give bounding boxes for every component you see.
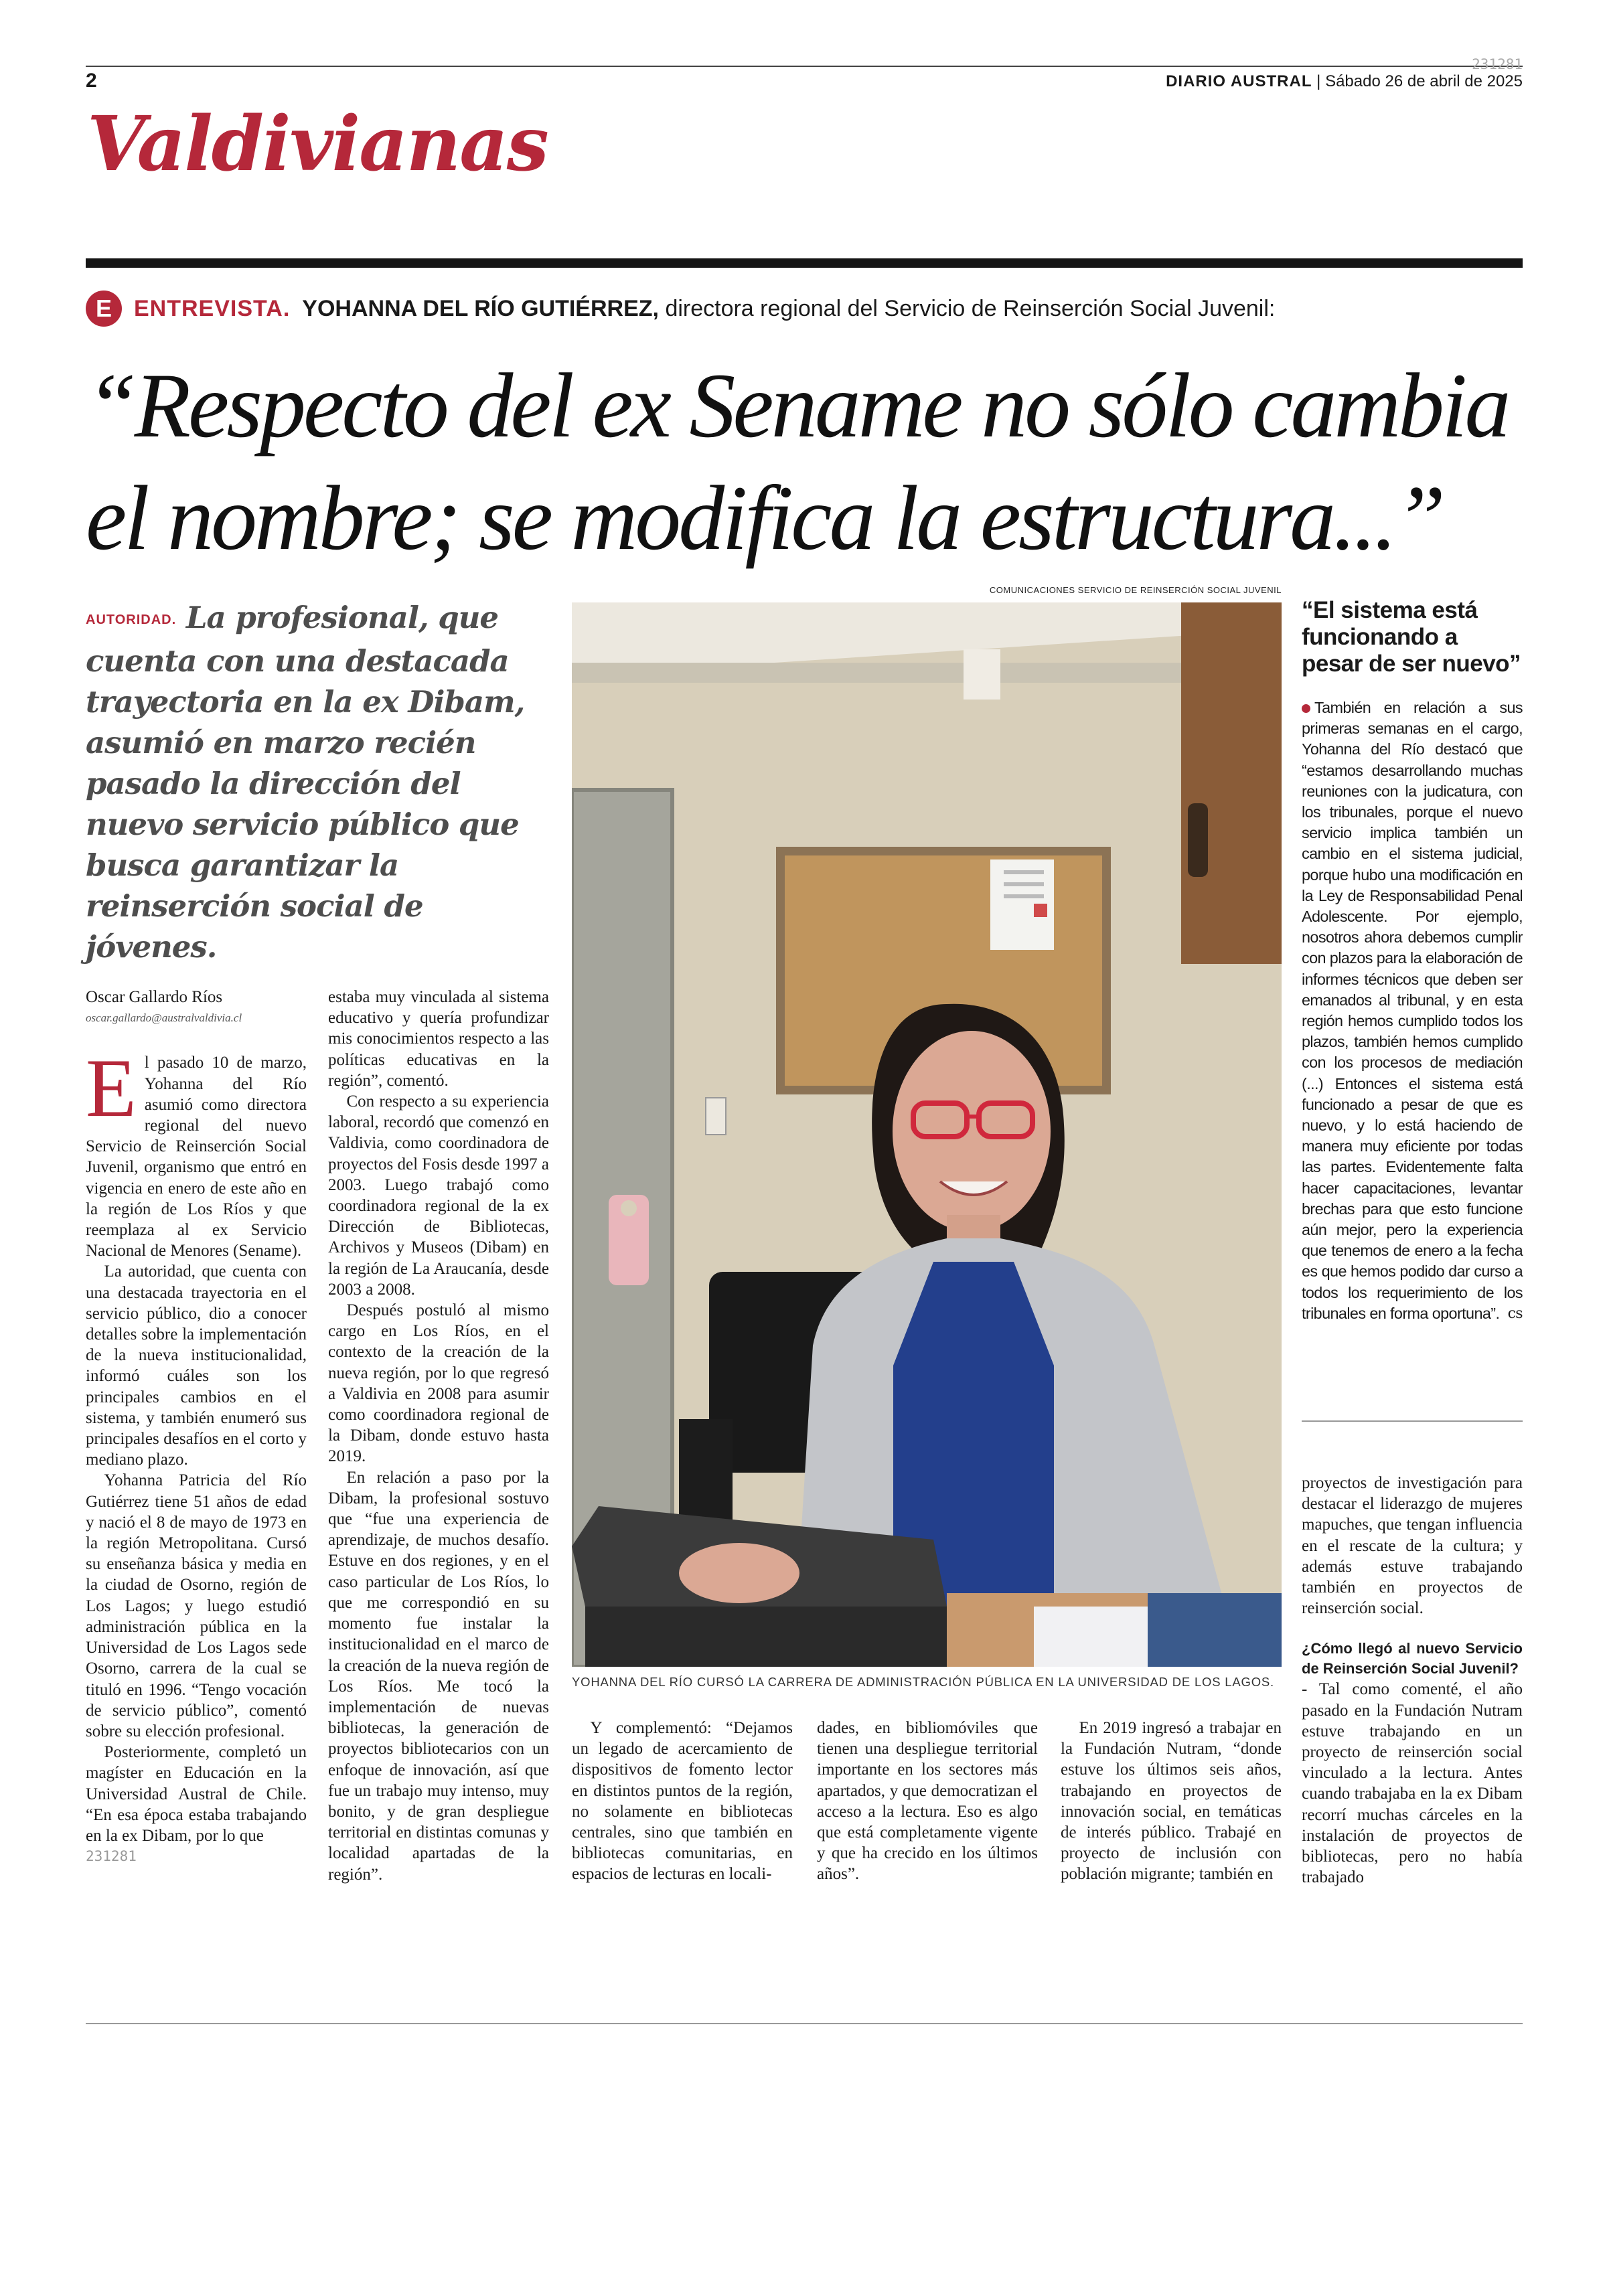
sidebar-text xyxy=(1302,698,1523,1324)
article-column-6 xyxy=(1302,1473,1523,1888)
photo-caption: YOHANNA DEL RÍO CURSÓ LA CARRERA DE ADMINISTRACIÓN PÚBLICA EN LA UNIVERSIDAD DE LOS LAGOS. xyxy=(572,1675,1274,1689)
byline-email: oscar.gallardo@australvaldivia.cl xyxy=(86,1011,242,1025)
article-paragraph: Posteriormente, completó un magíster en Educación en la Universidad Austral de Chile. “En esa época estaba trabajando en la ex Dibam, por lo que xyxy=(86,1743,307,1845)
sidebar-divider xyxy=(1302,1420,1523,1422)
lead-paragraph xyxy=(86,597,554,967)
article-column-4 xyxy=(817,1718,1038,1885)
top-rule xyxy=(86,66,1523,67)
article-column-1 xyxy=(86,987,307,1867)
issue-date: Sábado 26 de abril de 2025 xyxy=(1325,72,1523,90)
article-paragraph: En relación a paso por la Dibam, la profesional sostuvo que “fue una experiencia de aprendizaje, de muchos desafío. Estuve en dos regiones, y en el caso particular de Los Ríos, lo que me correspondió en su momento fue instalar la institucionalidad en el marco de la creación de la nueva región de Los Ríos. Me tocó la implementación de nuevas bibliotecas, la generación de proyectos bibliotecarios con un enfoque de innovación, así que fue un trabajo muy intenso, muy bonito, y de gran despliegue territorial en distintas comunas y localidad apartadas de la región”. xyxy=(328,1468,549,1884)
bottom-rule xyxy=(86,2023,1523,2024)
drop-cap: E xyxy=(86,1042,137,1135)
article-paragraph: proyectos de investigación para destacar el liderazgo de mujeres mapuches, que tengan influencia en el rescate de la cultura; y además estuve trabajando también en proyectos de reinserción social. xyxy=(1302,1474,1523,1618)
interviewee-name: YOHANNA DEL RÍO GUTIÉRREZ, xyxy=(302,295,659,321)
article-paragraph: - Tal como comenté, el año pasado en la Fundación Nutram estuve trabajando en un proyecto de reinserción social vinculado a la lectura. Antes cuando trabajaba en la ex Dibam recorrí muchas cárceles en la instalación de proyectos de bibliotecas, pero no había trabajado xyxy=(1302,1680,1523,1887)
article-column-5 xyxy=(1061,1718,1282,1885)
bullet-dot-icon xyxy=(1302,704,1310,713)
article-paragraph: dades, en bibliomóviles que tienen una despliegue territorial importante en los sectores más apartados, y que democratizan el acceso a la lectura. Eso es algo que está completamente vigente y que ha crecido en los últimos años”. xyxy=(817,1719,1038,1884)
interview-kicker xyxy=(86,291,1275,327)
lead-text: La profesional, que cuenta con una destacada trayectoria en la ex Dibam, asumió en marzo recién pasado la dirección del nuevo servicio público que busca garantizar la reinserción social de jóvenes. xyxy=(86,600,525,965)
article-paragraph: Después postuló al mismo cargo en Los Ríos, en el contexto de la creación de la nueva región, por lo que regresó a Valdivia en 2008 para asumir como coordinadora regional de la Dibam, donde estuvo hasta 2019. xyxy=(328,1301,549,1466)
interviewee-role: directora regional del Servicio de Reinserción Social Juvenil: xyxy=(665,295,1276,321)
photo-credit: COMUNICACIONES SERVICIO DE REINSERCIÓN SOCIAL JUVENIL xyxy=(989,585,1282,595)
masthead xyxy=(1166,72,1523,91)
sidebar-paragraph: También en relación a sus primeras semanas en el cargo, Yohanna del Río destacó que “estamos desarrollando muchas reuniones con la judicatura, con los tribunales, porque el nuevo servicio implica también un cambio en el sistema judicial, porque hubo una modificación en la Ley de Responsabilidad Penal Adolescente. Por ejemplo, nosotros ahora debemos cumplir con plazos para la elaboración de informes técnicos que deben ser emanados al tribunal, y en esta región hemos cumplido todos los plazos, también hemos cumplido con los procesos de mediación (...) Entonces el sistema está funcionado a pesar de que es nuevo, y lo está haciendo de manera muy eficiente por todas las partes. Evidentemente falta hacer capacitaciones, levantar brechas para que esto funcione aún mejor, pero la experiencia que tenemos de enero a la fecha es que hemos podido dar curso a todos los requerimiento de los tribunales en forma oportuna”. xyxy=(1302,699,1523,1322)
lead-kicker: AUTORIDAD. xyxy=(86,612,177,627)
kicker-subject xyxy=(302,296,1275,322)
article-paragraph: La autoridad, que cuenta con una destacada trayectoria en el servicio público, dio a conocer detalles sobre la implementación de la nueva institucionalidad, informó cuáles son los principales cambios en el sistema, y también enumeró sus principales desafíos en el corto y mediano plazo. xyxy=(86,1262,307,1469)
interview-question: ¿Cómo llegó al nuevo Servicio de Reinserción Social Juvenil? xyxy=(1302,1640,1523,1677)
article-paragraph: Y complementó: “Dejamos un legado de acercamiento de dispositivos de fomento lector en distintos puntos de la región, no solamente en bibliotecas centrales, sino que también en bibliotecas comunitarias, en espacios de lecturas en locali- xyxy=(572,1719,793,1884)
article-paragraph xyxy=(86,1042,307,1261)
paragraph-text: l pasado 10 de marzo, Yohanna del Río asumió como directora regional del nuevo Servicio de Reinserción Social Juvenil, organismo que entró en vigencia en enero de este año en la región de Los Ríos y que reemplaza al ex Servicio Nacional de Menores (Sename). xyxy=(86,1054,307,1260)
interview-badge-icon: E xyxy=(86,291,122,327)
newspaper-name: DIARIO AUSTRAL xyxy=(1166,72,1312,90)
section-title: Valdivianas xyxy=(87,100,548,188)
article-paragraph: Con respecto a su experiencia laboral, recordó que comenzó en Valdivia, como coordinadora de proyectos del Fosis desde 1997 a 2003. Luego trabajó como coordinadora regional de la ex Dirección de Bibliotecas, Archivos y Museos (Dibam) en la región de La Araucanía, desde 2003 a 2008. xyxy=(328,1092,549,1299)
kicker-label: ENTREVISTA. xyxy=(134,295,291,321)
headline: “Respecto del ex Sename no sólo cambia el nombre; se modifica la estructura...” xyxy=(86,354,1509,569)
interview-photo xyxy=(572,602,1282,1667)
section-divider xyxy=(86,258,1523,268)
masthead-separator: | xyxy=(1316,72,1326,90)
article-column-3 xyxy=(572,1718,793,1885)
column-stamp: 231281 xyxy=(86,1848,137,1865)
article-paragraph: Yohanna Patricia del Río Gutiérrez tiene 51 años de edad y nació el 8 de mayo de 1973 en la región Metropolitana. Cursó su enseñanza básica y media en la ciudad de Osorno, región de Los Lagos; y luego estudió administración pública en la Universidad de Los Lagos sede Osorno, carrera de la cual se tituló en 1996. “Tengo vocación de servicio público”, comentó sobre su elección profesional. xyxy=(86,1471,307,1740)
article-paragraph: En 2019 ingresó a trabajar en la Fundación Nutram, “donde estuve los últimos seis años, trabajando en proyectos de innovación social, en temáticas de interés público. Trabajé en proyecto de inclusión con población migrante; también en xyxy=(1061,1719,1282,1884)
sidebar-title: “El sistema está funcionando a pesar de ser nuevo” xyxy=(1302,597,1521,677)
end-mark-icon: cs xyxy=(1507,1305,1523,1322)
byline-author: Oscar Gallardo Ríos xyxy=(86,988,223,1006)
article-column-2 xyxy=(328,987,549,1885)
article-paragraph: estaba muy vinculada al sistema educativo y quería profundizar mis conocimientos respecto a las políticas educativas en la región”, comentó. xyxy=(328,988,549,1090)
page-stamp: 231281 xyxy=(1472,56,1523,72)
page-number: 2 xyxy=(86,70,97,92)
photo-illustration xyxy=(572,602,1282,1667)
